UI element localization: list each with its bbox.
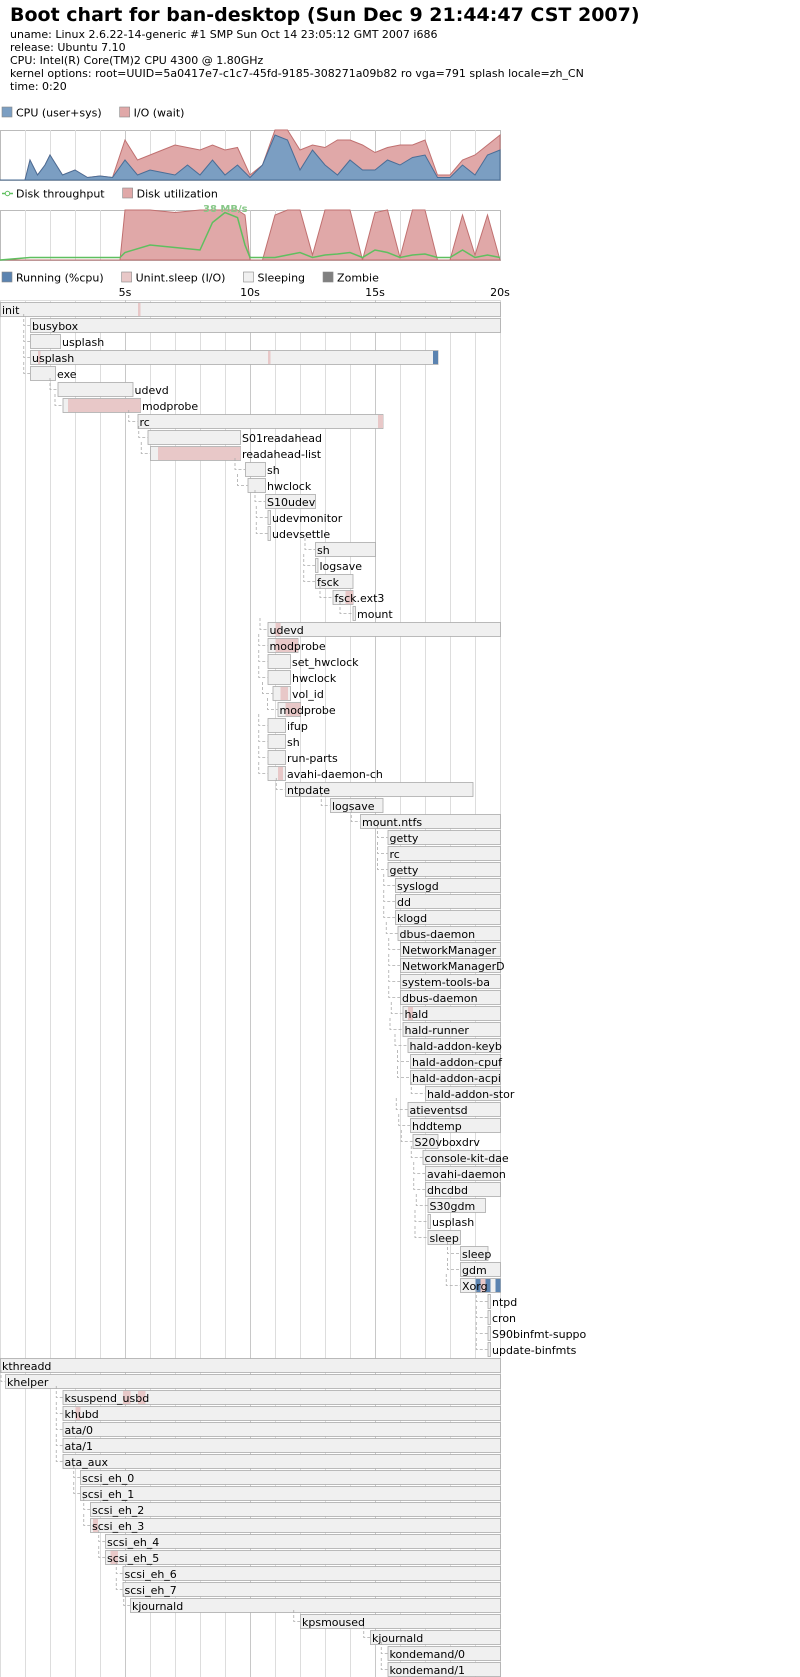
cpu-legend-swatch xyxy=(120,107,130,117)
kernel-options-line: kernel options: root=UUID=5a0417e7-c1c7-45fd-9185-308271a09b82 ro vga=791 splash locale=zh_CN xyxy=(10,67,584,80)
release-line: release: Ubuntu 7.10 xyxy=(10,41,126,54)
process-label: readahead-list xyxy=(242,448,322,461)
process-bar xyxy=(268,751,286,765)
process-label: kthreadd xyxy=(2,1360,52,1373)
process-label: fsck.ext3 xyxy=(334,592,385,605)
process-label: khubd xyxy=(64,1408,99,1421)
process-label: kondemand/0 xyxy=(389,1648,466,1661)
process-label: mount xyxy=(357,608,393,621)
process-label: scsi_eh_6 xyxy=(124,1568,177,1581)
process-label: NetworkManagerD xyxy=(402,960,505,973)
process-bar xyxy=(488,1343,491,1357)
process-label: ntpd xyxy=(492,1296,518,1309)
process-label: init xyxy=(2,304,20,317)
process-bar xyxy=(388,847,501,861)
process-bar xyxy=(396,895,501,909)
process-label: hald-addon-acpi xyxy=(412,1072,501,1085)
process-label: scsi_eh_0 xyxy=(82,1472,135,1485)
process-label: udevd xyxy=(269,624,304,637)
process-label: gdm xyxy=(462,1264,487,1277)
process-label: sh xyxy=(317,544,330,557)
process-bar xyxy=(63,1455,501,1469)
disk-legend-swatch-dot xyxy=(5,191,9,195)
process-label: busybox xyxy=(32,320,79,333)
process-label: logsave xyxy=(319,560,363,573)
process-label: S01readahead xyxy=(242,432,322,445)
process-io-segment xyxy=(68,399,121,412)
state-legend-swatch xyxy=(243,272,253,282)
state-legend-swatch xyxy=(323,272,333,282)
process-label: usplash xyxy=(432,1216,475,1229)
process-label: khelper xyxy=(7,1376,49,1389)
process-bar xyxy=(63,1439,501,1453)
process-bar xyxy=(148,431,241,445)
process-label: hald-addon-stor xyxy=(427,1088,515,1101)
cpu-line: CPU: Intel(R) Core(TM)2 CPU 4300 @ 1.80GHz xyxy=(10,54,264,67)
process-bar xyxy=(488,1311,491,1325)
process-label: ntpdate xyxy=(287,784,331,797)
process-bar xyxy=(138,415,383,429)
process-label: mount.ntfs xyxy=(362,816,423,829)
process-bar xyxy=(31,351,439,365)
state-legend-label: Zombie xyxy=(337,271,379,285)
state-legend-label: Sleeping xyxy=(257,271,306,285)
process-bar xyxy=(58,383,133,397)
throughput-max-label: 38 MB/s xyxy=(203,204,248,215)
process-label: S20vboxdrv xyxy=(414,1136,480,1149)
process-label: udevd xyxy=(134,384,169,397)
process-label: hald-runner xyxy=(404,1024,469,1037)
process-label: kjournald xyxy=(132,1600,184,1613)
process-label: udevmonitor xyxy=(272,512,343,525)
process-label: syslogd xyxy=(397,880,439,893)
process-bar xyxy=(268,735,286,749)
process-bar xyxy=(268,655,291,669)
time-line: time: 0:20 xyxy=(10,80,67,93)
process-label: Xorg xyxy=(462,1280,488,1293)
process-io-segment xyxy=(121,399,141,412)
process-bar xyxy=(428,1215,431,1229)
process-label: kondemand/1 xyxy=(389,1664,466,1677)
process-bar xyxy=(31,319,501,333)
process-bar xyxy=(106,1551,501,1565)
process-label: dbus-daemon xyxy=(399,928,476,941)
state-legend-swatch xyxy=(2,272,12,282)
process-label: scsi_eh_5 xyxy=(107,1552,160,1565)
process-label: scsi_eh_7 xyxy=(124,1584,177,1597)
process-bar xyxy=(31,367,56,381)
chart-title: Boot chart for ban-desktop (Sun Dec 9 21:44:47 CST 2007) xyxy=(10,4,640,26)
process-bar xyxy=(123,1567,501,1581)
process-bar xyxy=(246,463,266,477)
process-bar xyxy=(91,1503,501,1517)
process-label: hald-addon-cpuf xyxy=(412,1056,502,1069)
process-label: scsi_eh_4 xyxy=(107,1536,160,1549)
process-bar xyxy=(353,607,356,621)
process-label: getty xyxy=(389,864,419,877)
process-label: ata/1 xyxy=(64,1440,93,1453)
process-bar xyxy=(63,1407,501,1421)
process-label: getty xyxy=(389,832,419,845)
process-bar xyxy=(316,559,319,573)
process-label: scsi_eh_2 xyxy=(92,1504,145,1517)
process-label: atieventsd xyxy=(409,1104,468,1117)
process-label: update-binfmts xyxy=(492,1344,577,1357)
process-label: rc xyxy=(389,848,400,861)
disk-legend-label: Disk utilization xyxy=(136,187,218,201)
process-io-segment xyxy=(281,687,289,700)
uname-line: uname: Linux 2.6.22-14-generic #1 SMP Sun Oct 14 23:05:12 GMT 2007 i686 xyxy=(10,28,438,41)
process-label: modprobe xyxy=(269,640,326,653)
process-label: console-kit-dae xyxy=(424,1152,509,1165)
process-label: ata_aux xyxy=(64,1456,109,1469)
process-label: klogd xyxy=(397,912,428,925)
process-label: hddtemp xyxy=(412,1120,462,1133)
process-label: avahi-daemon xyxy=(427,1168,506,1181)
process-bar xyxy=(488,1327,491,1341)
time-tick-label: 20s xyxy=(490,286,510,299)
process-label: scsi_eh_1 xyxy=(82,1488,135,1501)
process-label: system-tools-ba xyxy=(402,976,490,989)
process-label: hwclock xyxy=(267,480,312,493)
process-bar xyxy=(6,1375,501,1389)
process-bar xyxy=(63,1423,501,1437)
process-bar xyxy=(1,303,501,317)
process-label: kjournald xyxy=(372,1632,424,1645)
process-running-segment xyxy=(433,351,438,364)
process-label: S90binfmt-suppo xyxy=(492,1328,587,1341)
cpu-legend-swatch xyxy=(2,107,12,117)
process-label: ata/0 xyxy=(64,1424,93,1437)
process-bar xyxy=(1,1359,501,1373)
process-bar xyxy=(268,671,291,685)
process-io-segment xyxy=(278,767,283,780)
process-bar xyxy=(106,1535,501,1549)
process-label: ifup xyxy=(287,720,308,733)
process-bar xyxy=(131,1599,501,1613)
process-label: modprobe xyxy=(142,400,199,413)
process-label: S10udev xyxy=(267,496,316,509)
state-legend-label: Running (%cpu) xyxy=(16,271,104,285)
process-label: dhcdbd xyxy=(427,1184,468,1197)
process-io-segment xyxy=(378,415,383,428)
process-bar xyxy=(31,335,61,349)
process-label: rc xyxy=(139,416,150,429)
process-label: logsave xyxy=(332,800,375,813)
process-running-segment xyxy=(496,1279,501,1292)
process-io-segment xyxy=(138,303,141,316)
process-label: hald xyxy=(404,1008,429,1021)
time-tick-label: 15s xyxy=(365,286,385,299)
disk-legend-label: Disk throughput xyxy=(16,187,105,201)
process-label: usplash xyxy=(32,352,75,365)
process-label: sleep xyxy=(429,1232,459,1245)
process-label: dbus-daemon xyxy=(402,992,478,1005)
process-label: udevsettle xyxy=(272,528,331,541)
process-label: hwclock xyxy=(292,672,337,685)
process-io-segment xyxy=(158,447,241,460)
process-label: usplash xyxy=(62,336,105,349)
process-bar xyxy=(81,1471,501,1485)
process-label: kpsmoused xyxy=(302,1616,365,1629)
process-label: dd xyxy=(397,896,411,909)
process-bar xyxy=(81,1487,501,1501)
process-label: run-parts xyxy=(287,752,338,765)
process-label: S30gdm xyxy=(429,1200,476,1213)
process-bar xyxy=(268,719,286,733)
time-tick-label: 5s xyxy=(118,286,132,299)
state-legend-swatch xyxy=(122,272,132,282)
process-label: sleep xyxy=(462,1248,492,1261)
cpu-legend-label: CPU (user+sys) xyxy=(16,106,102,120)
process-label: set_hwclock xyxy=(292,656,359,669)
state-legend-label: Unint.sleep (I/O) xyxy=(135,271,226,285)
process-label: ksuspend_usbd xyxy=(64,1392,150,1405)
process-label: modprobe xyxy=(279,704,336,717)
process-label: vol_id xyxy=(292,688,324,701)
process-label: cron xyxy=(492,1312,517,1325)
process-bar xyxy=(123,1583,501,1597)
process-label: hald-addon-keyb xyxy=(409,1040,502,1053)
process-label: sh xyxy=(287,736,300,749)
process-label: NetworkManager xyxy=(402,944,497,957)
process-bar xyxy=(488,1295,491,1309)
process-label: fsck xyxy=(317,576,340,589)
process-bar xyxy=(248,479,266,493)
process-bar xyxy=(91,1519,501,1533)
process-label: scsi_eh_3 xyxy=(92,1520,145,1533)
process-label: avahi-daemon-ch xyxy=(287,768,383,781)
process-bar xyxy=(268,527,271,541)
time-tick-label: 10s xyxy=(240,286,260,299)
process-bar xyxy=(268,511,271,525)
disk-legend-swatch xyxy=(123,188,133,198)
cpu-legend-label: I/O (wait) xyxy=(133,106,185,120)
process-io-segment xyxy=(268,351,271,364)
process-label: sh xyxy=(267,464,280,477)
process-label: exe xyxy=(57,368,77,381)
